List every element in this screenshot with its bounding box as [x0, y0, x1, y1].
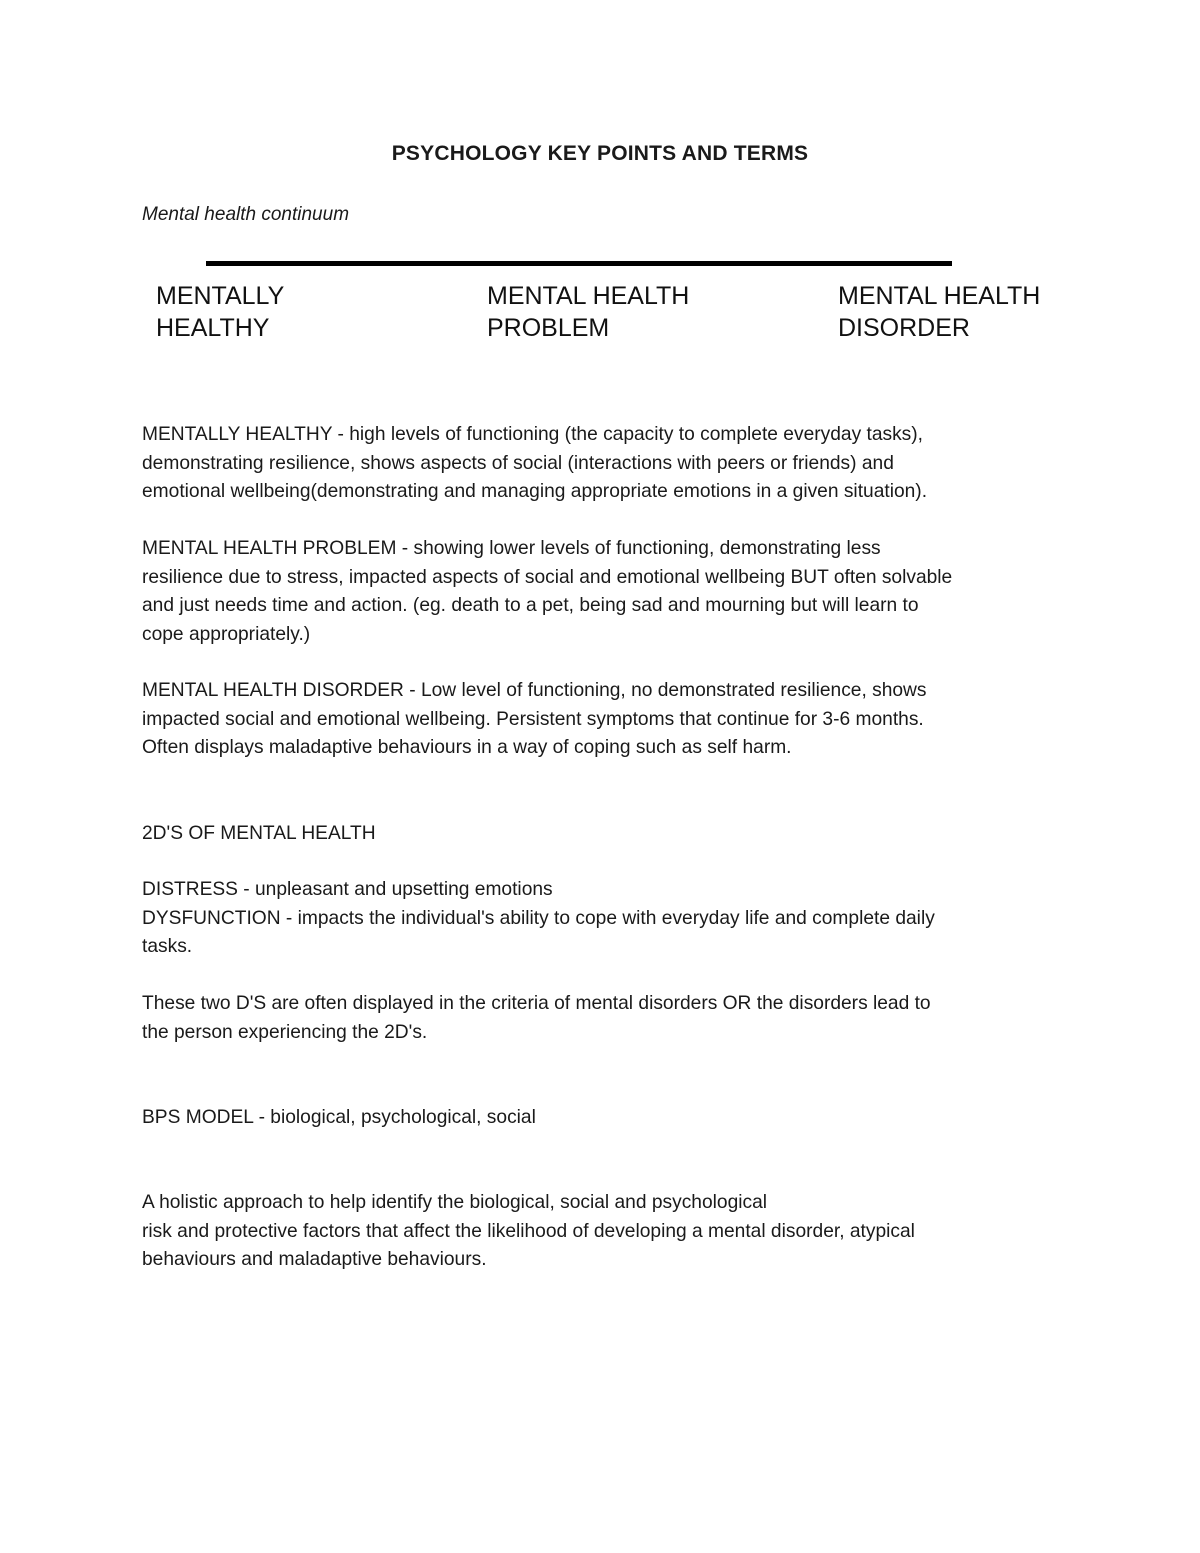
paragraph-mental-health-problem	[142, 535, 1062, 649]
text-line: risk and protective factors that affect the likelihood of developing a mental disorder, atypical	[142, 1220, 915, 1242]
subtitle: Mental health continuum	[142, 204, 350, 225]
paragraph-mentally-healthy	[142, 421, 1062, 507]
text-line: and just needs time and action. (eg. death to a pet, being sad and mourning but will learn to	[142, 595, 919, 616]
continuum-label-line: HEALTHY	[156, 314, 270, 342]
text-line: emotional wellbeing(demonstrating and managing appropriate emotions in a given situation).	[142, 481, 928, 502]
text-line: MENTAL HEALTH PROBLEM - showing lower levels of functioning, demonstrating less	[142, 538, 881, 559]
paragraph-distress-dysfunction	[142, 876, 1062, 962]
text-line: These two D'S are often displayed in the criteria of mental disorders OR the disorders lead to	[142, 993, 931, 1014]
paragraph-bps-description	[142, 1189, 1062, 1275]
heading-bps-model	[142, 1104, 1062, 1133]
continuum-label-healthy	[156, 280, 416, 344]
continuum-label-line: DISORDER	[838, 314, 970, 342]
continuum-label-line: MENTALLY	[156, 282, 285, 310]
text-line: MENTAL HEALTH DISORDER - Low level of functioning, no demonstrated resilience, shows	[142, 680, 927, 701]
heading-2ds	[142, 820, 1062, 849]
paragraph-2ds-note	[142, 990, 1062, 1047]
text-line: demonstrating resilience, shows aspects of social (interactions with peers or friends) and	[142, 452, 894, 474]
continuum-line	[206, 261, 952, 266]
section-heading: 2D'S OF MENTAL HEALTH	[142, 823, 376, 844]
continuum-label-line: PROBLEM	[487, 314, 610, 342]
text-line: impacted social and emotional wellbeing. Persistent symptoms that continue for 3-6 months.	[142, 708, 924, 730]
text-line: tasks.	[142, 936, 193, 957]
section-heading: BPS MODEL - biological, psychological, social	[142, 1107, 536, 1128]
text-line: behaviours and maladaptive behaviours.	[142, 1249, 487, 1270]
page-title: PSYCHOLOGY KEY POINTS AND TERMS	[391, 142, 809, 165]
text-line: A holistic approach to help identify the biological, social and psychological	[142, 1192, 768, 1213]
paragraph-mental-health-disorder	[142, 677, 1062, 763]
continuum-label-line: MENTAL HEALTH	[838, 282, 1041, 310]
text-line: resilience due to stress, impacted aspects of social and emotional wellbeing BUT often solvable	[142, 566, 953, 588]
continuum-label-disorder	[838, 280, 1098, 344]
continuum-label-line: MENTAL HEALTH	[487, 282, 690, 310]
text-line: the person experiencing the 2D's.	[142, 1021, 428, 1043]
text-line: MENTALLY HEALTHY - high levels of functioning (the capacity to complete everyday tasks),	[142, 424, 923, 445]
text-line: Often displays maladaptive behaviours in a way of coping such as self harm.	[142, 737, 792, 758]
text-line: DYSFUNCTION - impacts the individual's ability to cope with everyday life and complete daily	[142, 907, 935, 929]
text-line: cope appropriately.)	[142, 623, 311, 645]
text-line: DISTRESS - unpleasant and upsetting emotions	[142, 879, 553, 900]
continuum-label-problem	[487, 280, 747, 344]
